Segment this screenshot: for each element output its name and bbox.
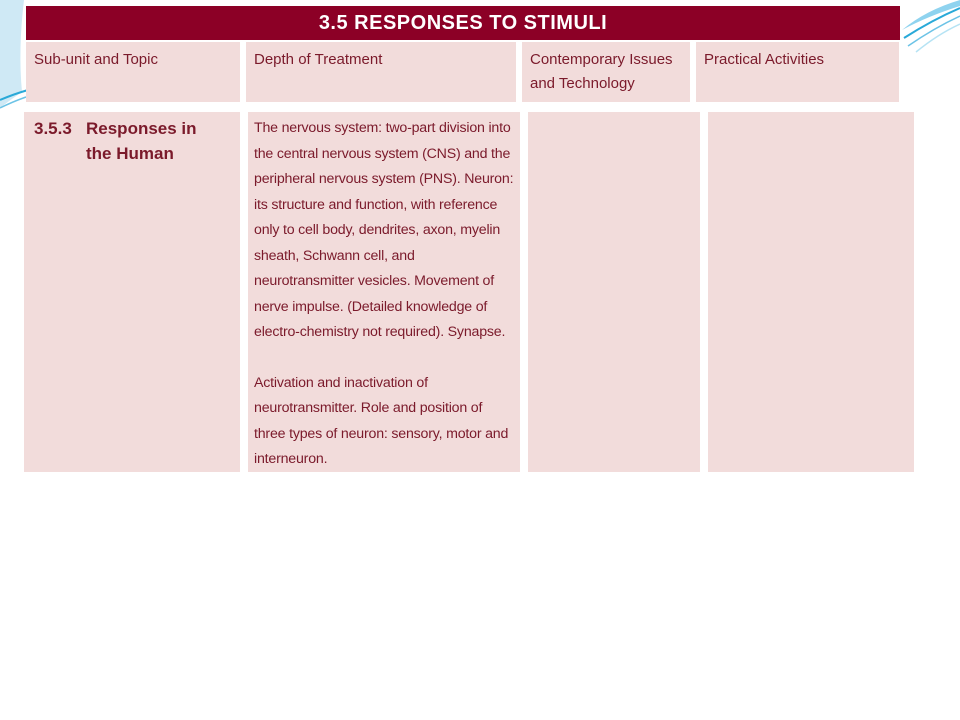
depth-paragraph-1: The nervous system: two-part division into the central nervous system (CNS) and the peripheral nervous system (PNS). Neuron: its structure and function, with reference only to cell body, dendrites, axon, myelin sheath, Schwann cell, and neurotransmitter vesicles. Movement of nerve impulse. (Detailed knowledge of electro-chemistry not required). Synapse. [254, 120, 514, 340]
topic-line1: Responses in [86, 119, 197, 138]
header-depth-of-treatment [246, 42, 516, 102]
depth-paragraph-2: Activation and inactivation of neurotransmitter. Role and position of three types of neuron: sensory, motor and interneuron. [254, 374, 509, 467]
header-depth-label: Depth of Treatment [254, 51, 383, 68]
topic-line2: the Human [86, 144, 174, 163]
header-practical-activities [696, 42, 899, 102]
contemporary-issues-cell [528, 112, 700, 472]
decorative-swoosh-right [898, 0, 960, 60]
header-contemporary-line1: Contemporary Issues [530, 51, 673, 68]
depth-of-treatment-cell [248, 112, 520, 472]
section-title: 3.5 RESPONSES TO STIMULI [26, 6, 900, 40]
subunit-topic-cell [24, 112, 240, 472]
subunit-number: 3.5.3 [34, 119, 72, 138]
header-subunit-topic [26, 42, 240, 102]
header-contemporary-line2: and Technology [530, 75, 635, 92]
practical-activities-cell [708, 112, 914, 472]
header-contemporary-issues [522, 42, 690, 102]
header-practical-label: Practical Activities [704, 51, 825, 68]
header-subunit-label: Sub-unit and Topic [34, 51, 158, 68]
